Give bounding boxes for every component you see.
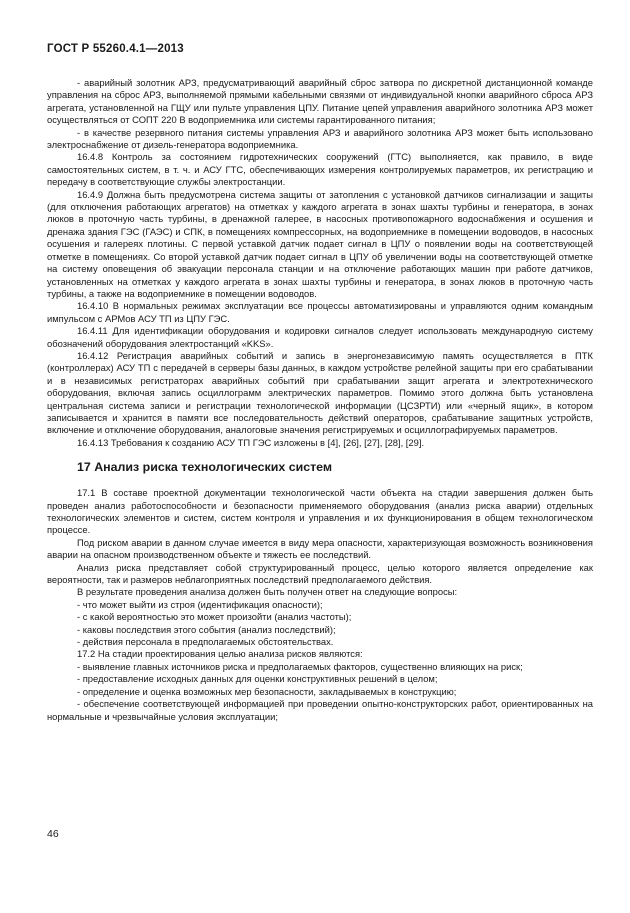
paragraph: 16.4.10 В нормальных режимах эксплуатации все процессы автоматизированы и управляются одним командным импульсом с АРМов АСУ ТП из ЦПУ ГЭС. <box>47 300 593 324</box>
paragraph: - аварийный золотник АРЗ, предусматривающий аварийный сброс затвора по дискретной дистанционной команде управления на сброс АРЗ, выполняемой прямыми кабельными связями от индивидуальной кнопки аварийного сброса АРЗ агрегата, установленной на ГЩУ или пульте управления ЦПУ. Питание цепей управления аварийного золотника АРЗ может осуществляться от СОПТ 220 В водоприемника или системы гарантированного питания; <box>47 77 593 126</box>
paragraph: 16.4.9 Должна быть предусмотрена система защиты от затопления с установкой датчиков сигнализации и защиты (для отключения работающих агрегатов) на отметках у каждого агрегата в зонах шахты турбины и генератора, в зонах люков в проточную часть турбины, в дренажной галерее, в насосных противопожарного водоснабжения и осушения и дренажа здания ГЭС (ГАЭС) и СПК, в помещениях компрессорных, на водоприемнике в помещении водоводов, в насосных осушения и галереях плотины. С первой уставкой датчик подает сигнал в ЦПУ о появлении воды на соответствующей отметке в помещениях. Со второй уставкой датчик подает сигнал в ЦПУ об увеличении воды на соответствующей отметке на систему оповещения об эвакуации персонала станции и на отключение работающих машин при работе датчиков, установленных на отметках у каждого агрегата в зонах шахты турбины и генератора, в зонах люков в проточную часть турбины, а также на водоприемнике в помещении водоводов. <box>47 188 593 299</box>
page-number: 46 <box>47 828 59 840</box>
paragraph: 16.4.8 Контроль за состоянием гидротехнических сооружений (ГТС) выполняется, как правило, в виде самостоятельных систем, в т. ч. и АСУ ГТС, обеспечивающих измерения контролируемых параметров, их регистрацию и передачу в соответствующие службы электростанции. <box>47 151 593 188</box>
paragraph: В результате проведения анализа должен быть получен ответ на следующие вопросы: <box>77 586 458 598</box>
paragraph: 16.4.13 Требования к созданию АСУ ТП ГЭС изложены в [4], [26], [27], [28], [29]. <box>77 436 425 448</box>
list-item: - предоставление исходных данных для оценки конструктивных решений в целом; <box>77 673 438 685</box>
paragraph: 16.4.11 Для идентификации оборудования и кодировки сигналов следует использовать международную систему обозначений оборудования электростанций «KKS». <box>47 325 593 349</box>
list-item: - действия персонала в предполагаемых обстоятельствах. <box>77 636 334 648</box>
paragraph: 17.1 В составе проектной документации технологической части объекта на стадии завершения должен быть проведен анализ работоспособности и безопасности применяемого оборудования (анализ риска аварии) отдельных технологических элементов и систем, систем контроля и управления и их функционирования в общем технологическом процессе. <box>47 487 593 536</box>
paragraph: Под риском аварии в данном случае имеется в виду мера опасности, характеризующая возможность возникновения аварии на опасном производственном объекте и тяжесть ее последствий. <box>47 536 593 561</box>
list-item: - выявление главных источников риска и предполагаемых факторов, существенно влияющих на риск; <box>77 660 523 672</box>
list-item: - каковы последствия этого события (анализ последствий); <box>77 623 336 635</box>
paragraph: 17.2 На стадии проектирования целью анализа рисков являются: <box>77 648 363 660</box>
section-heading: 17 Анализ риска технологических систем <box>77 460 333 475</box>
list-item: - что может выйти из строя (идентификация опасности); <box>77 598 323 610</box>
page-body <box>47 77 593 723</box>
list-item: - обеспечение соответствующей информацией при проведении опытно-конструкторских работ, ориентированных на нормальные и чрезвычайные условия эксплуатации; <box>47 698 593 722</box>
list-item: - с какой вероятностью это может произойти (анализ частоты); <box>77 611 352 623</box>
document-header: ГОСТ Р 55260.4.1—2013 <box>47 43 184 55</box>
paragraph: 16.4.12 Регистрация аварийных событий и запись в энергонезависимую память осуществляется в ПТК (контроллерах) АСУ ТП с передачей в серверы базы данных, в каждом устройстве релейной защиты при его срабатывании и в независимых регистраторах аварийных событий при срабатывании защит агрегата и электротехнического оборудования, включая запись осциллограмм электрических параметров. Помимо этого должна быть установлена центральная система записи и регистрации технологической информации (ЦСЗРТИ) или «черный ящик», в котором записывается и хранится в памяти все последовательность действий операторов, срабатывание защитных устройств, включение и отключение оборудования, аналоговые значения регистрируемых и осциллографируемых параметров. <box>47 349 593 436</box>
list-item: - определение и оценка возможных мер безопасности, закладываемых в конструкцию; <box>77 685 457 697</box>
paragraph: - в качестве резервного питания системы управления АРЗ и аварийного золотника АРЗ может быть использовано электроснабжение от дизель-генератора водоприемника. <box>47 126 593 151</box>
paragraph: Анализ риска представляет собой структурированный процесс, целью которого является определение как вероятности, так и размеров неблагоприятных последствий предполагаемого действия. <box>47 561 593 586</box>
